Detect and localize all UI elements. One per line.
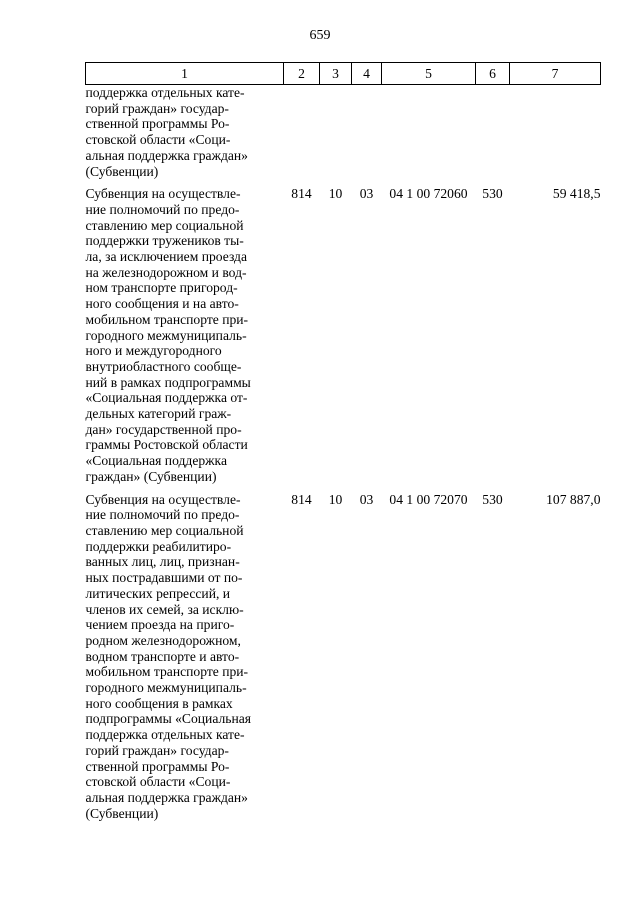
page-number: 659 (309, 28, 331, 43)
cell-section: 10 (328, 491, 343, 507)
column-header-5: 5 (382, 63, 476, 85)
column-header-2: 2 (284, 63, 320, 85)
description-line: ванных лиц, лиц, признан- (85, 554, 240, 570)
description-line: поддержки реабилитиро- (85, 538, 232, 554)
description-line: стовской области «Соци- (85, 774, 231, 790)
description-line: ном транспорте пригород- (85, 280, 238, 296)
column-header-1: 1 (86, 63, 284, 85)
description-line: членов их семей, за исклю- (85, 601, 244, 617)
continuation-description (86, 85, 284, 180)
cell-subsection: 03 (359, 186, 374, 202)
row-description (86, 179, 284, 484)
description-line: литических репрессий, и (85, 585, 231, 601)
description-line: городного межмуниципаль- (85, 327, 247, 343)
description-line: граммы Ростовской области (85, 437, 248, 453)
description-line: родном железнодорожном, (85, 632, 241, 648)
description-line: водном транспорте и авто- (85, 648, 240, 664)
description-line: поддержка отдельных кате- (85, 85, 245, 100)
cell-target-article: 04 1 00 72070 (389, 491, 468, 507)
description-line: «Социальная поддержка от- (85, 390, 248, 406)
description-line: дельных категорий граж- (85, 406, 232, 422)
description-line: Субвенция на осуществле- (85, 491, 241, 507)
cell-amount: 107 887,0 (546, 491, 601, 507)
description-line: горий граждан» государ- (85, 100, 229, 116)
description-line: подпрограммы «Социальная (85, 711, 252, 727)
description-line: (Субвенции) (85, 805, 159, 821)
description-line: дан» государственной про- (85, 421, 242, 437)
column-header-6: 6 (476, 63, 510, 85)
cell-ministry-code: 814 (291, 491, 312, 507)
header-row (86, 63, 601, 85)
column-header-7: 7 (510, 63, 601, 85)
table-row (86, 179, 601, 484)
description-line: ний в рамках подпрограммы (85, 374, 251, 390)
description-line: на железнодорожном и вод- (85, 264, 247, 280)
description-line: ных пострадавшими от по- (85, 570, 243, 586)
description-line: альная поддержка граждан» (85, 147, 248, 163)
description-line: альная поддержка граждан» (85, 789, 248, 805)
cell-expense-type: 530 (482, 186, 503, 202)
description-line: (Субвенции) (85, 163, 159, 179)
description-line: граждан» (Субвенции) (85, 468, 217, 484)
description-line: «Социальная поддержка (85, 453, 227, 469)
description-line: ние полномочий по предо- (85, 201, 240, 217)
cell-expense-type: 530 (482, 491, 503, 507)
cell-amount: 59 418,5 (552, 186, 601, 202)
description-line: ние полномочий по предо- (85, 507, 240, 523)
description-line: ставлению мер социальной (85, 217, 244, 233)
row-description (86, 485, 284, 822)
description-line: ставлению мер социальной (85, 522, 244, 538)
cell-ministry-code: 814 (291, 186, 312, 202)
description-line: поддержка отдельных кате- (85, 727, 245, 743)
description-line: ственной программы Ро- (85, 116, 230, 132)
description-line: ла, за исключением проезда (85, 249, 248, 265)
description-line: внутриобластного сообще- (85, 358, 242, 374)
description-line: ственной программы Ро- (85, 758, 230, 774)
description-line: городного межмуниципаль- (85, 680, 247, 696)
budget-table (85, 62, 601, 821)
column-header-4: 4 (352, 63, 382, 85)
cell-section: 10 (328, 186, 343, 202)
cell-subsection: 03 (359, 491, 374, 507)
description-line: стовской области «Соци- (85, 132, 231, 148)
description-line: ного сообщения в рамках (85, 695, 233, 711)
column-header-3: 3 (320, 63, 352, 85)
description-line: мобильном транспорте при- (85, 311, 249, 327)
description-line: горий граждан» государ- (85, 742, 229, 758)
table-row (86, 485, 601, 822)
description-line: ного сообщения и на авто- (85, 296, 239, 312)
description-line: поддержки тружеников ты- (85, 233, 244, 249)
description-line: ного и междугородного (85, 343, 222, 359)
continuation-row (86, 85, 601, 180)
cell-target-article: 04 1 00 72060 (389, 186, 468, 202)
description-line: чением проезда на приго- (85, 617, 235, 633)
description-line: Субвенция на осуществле- (85, 186, 241, 202)
description-line: мобильном транспорте при- (85, 664, 249, 680)
